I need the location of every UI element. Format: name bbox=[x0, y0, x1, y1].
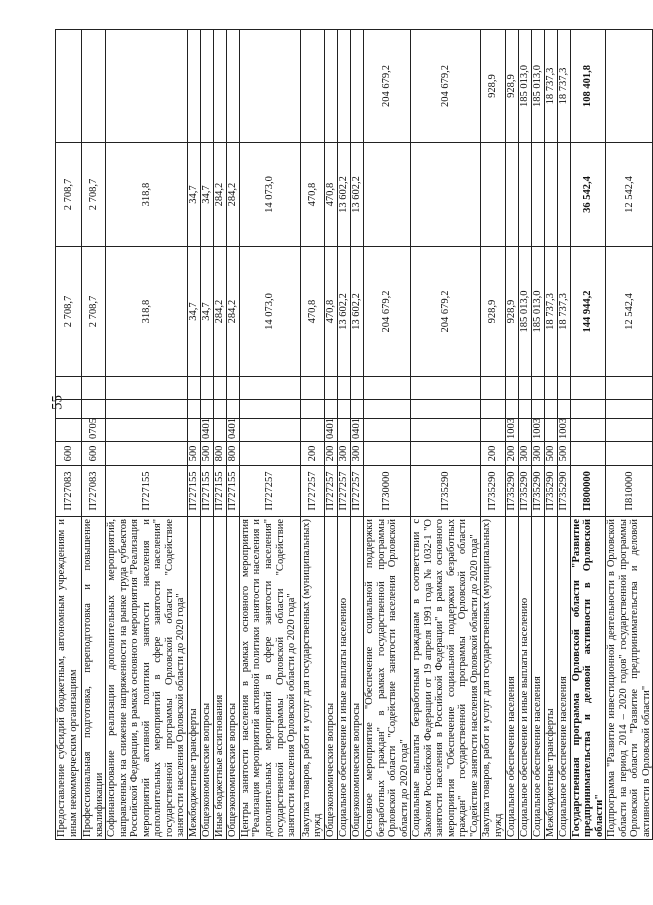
row-empty-cell bbox=[481, 400, 505, 419]
row-amount-regional bbox=[300, 30, 324, 143]
row-target-code: П735290 bbox=[557, 466, 570, 517]
row-amount-regional bbox=[187, 30, 200, 143]
row-amount-federal: 470,8 bbox=[300, 143, 324, 247]
row-empty-cell bbox=[411, 377, 481, 400]
row-section-code: 0401 bbox=[325, 419, 338, 442]
row-amount-federal bbox=[505, 143, 518, 247]
row-name: Социальное обеспечение и иные выплаты населению bbox=[518, 517, 531, 840]
row-empty-cell bbox=[364, 377, 411, 400]
row-empty-cell bbox=[351, 377, 364, 400]
row-expense-type: 500 bbox=[200, 442, 213, 466]
row-empty-cell bbox=[351, 400, 364, 419]
row-amount-federal: 13 602,2 bbox=[338, 143, 351, 247]
table-row bbox=[226, 30, 239, 840]
row-name: Основное мероприятие "Обеспечение социальной поддержки безработных граждан" в рамках государственной программы Орловской области "Содействие занятости населения Орловской области до 2020 года" bbox=[364, 517, 411, 840]
row-empty-cell bbox=[518, 377, 531, 400]
table-row bbox=[544, 30, 557, 840]
row-empty-cell bbox=[200, 400, 213, 419]
row-name: Предоставление субсидий бюджетным, автономным учреждениям и иным некоммерческим организациям bbox=[56, 517, 82, 840]
row-amount-total: 18 737,3 bbox=[557, 247, 570, 377]
row-name: Софинансирование реализации дополнительных мероприятий, направленных на снижение напряженности на рынке труда субъектов Российской Федерации, в рамках основного мероприятия "Реализация мероприятий активной политики занятости населения и дополнительных мероприятий в сфере занятости населения" государственной программы Орловской области "Содействие занятости населения Орловской области до 2020 года" bbox=[106, 517, 188, 840]
row-empty-cell bbox=[606, 377, 653, 400]
row-amount-total: 13 602,2 bbox=[351, 247, 364, 377]
table-row bbox=[570, 30, 606, 840]
row-amount-regional: 185 013,0 bbox=[531, 30, 544, 143]
row-empty-cell bbox=[106, 377, 188, 400]
row-target-code: П727155 bbox=[200, 466, 213, 517]
row-section-code bbox=[364, 419, 411, 442]
row-empty-cell bbox=[213, 377, 226, 400]
row-name: Межбюджетные трансферты bbox=[544, 517, 557, 840]
row-amount-federal bbox=[481, 143, 505, 247]
row-section-code: 0401 bbox=[200, 419, 213, 442]
row-amount-regional bbox=[200, 30, 213, 143]
row-empty-cell bbox=[544, 377, 557, 400]
row-empty-cell bbox=[531, 377, 544, 400]
row-amount-total: 928,9 bbox=[481, 247, 505, 377]
table-row bbox=[82, 30, 106, 840]
row-section-code bbox=[187, 419, 200, 442]
row-amount-regional: 928,9 bbox=[481, 30, 505, 143]
row-expense-type bbox=[106, 442, 188, 466]
row-amount-federal bbox=[557, 143, 570, 247]
row-amount-regional bbox=[226, 30, 239, 143]
table-row bbox=[518, 30, 531, 840]
row-amount-total: 18 737,3 bbox=[544, 247, 557, 377]
row-expense-type: 300 bbox=[518, 442, 531, 466]
table-row bbox=[106, 30, 188, 840]
table-row bbox=[411, 30, 481, 840]
row-empty-cell bbox=[518, 400, 531, 419]
row-empty-cell bbox=[570, 400, 606, 419]
row-section-code bbox=[300, 419, 324, 442]
row-target-code: П735290 bbox=[518, 466, 531, 517]
row-empty-cell bbox=[557, 400, 570, 419]
row-amount-regional: 108 401,8 bbox=[570, 30, 606, 143]
row-amount-federal: 318,8 bbox=[106, 143, 188, 247]
row-amount-federal: 2 708,7 bbox=[82, 143, 106, 247]
row-section-code bbox=[56, 419, 82, 442]
row-empty-cell bbox=[481, 377, 505, 400]
table-row bbox=[56, 30, 82, 840]
row-amount-total: 34,7 bbox=[187, 247, 200, 377]
row-name: Социальное обеспечение населения bbox=[557, 517, 570, 840]
row-amount-total: 470,8 bbox=[325, 247, 338, 377]
row-expense-type: 800 bbox=[213, 442, 226, 466]
row-target-code: П735290 bbox=[505, 466, 518, 517]
row-amount-federal: 2 708,7 bbox=[56, 143, 82, 247]
row-amount-federal bbox=[544, 143, 557, 247]
table-row bbox=[213, 30, 226, 840]
row-empty-cell bbox=[300, 400, 324, 419]
row-amount-regional: 928,9 bbox=[505, 30, 518, 143]
row-amount-regional bbox=[213, 30, 226, 143]
row-target-code: П735290 bbox=[544, 466, 557, 517]
row-empty-cell bbox=[187, 400, 200, 419]
row-expense-type: 200 bbox=[505, 442, 518, 466]
row-amount-regional bbox=[106, 30, 188, 143]
row-amount-total: 14 073,0 bbox=[239, 247, 300, 377]
row-amount-total: 318,8 bbox=[106, 247, 188, 377]
row-expense-type: 200 bbox=[325, 442, 338, 466]
row-name: Государственная программа Орловской области "Развитие предпринимательства и деловой активности в Орловской области" bbox=[570, 517, 606, 840]
row-target-code: П735290 bbox=[531, 466, 544, 517]
row-target-code: П727257 bbox=[239, 466, 300, 517]
row-empty-cell bbox=[239, 400, 300, 419]
row-target-code: П800000 bbox=[570, 466, 606, 517]
row-empty-cell bbox=[505, 400, 518, 419]
row-expense-type bbox=[364, 442, 411, 466]
row-expense-type bbox=[411, 442, 481, 466]
row-expense-type: 500 bbox=[544, 442, 557, 466]
row-amount-regional: 18 737,3 bbox=[557, 30, 570, 143]
row-section-code bbox=[481, 419, 505, 442]
row-empty-cell bbox=[544, 400, 557, 419]
row-name: Закупка товаров, работ и услуг для государственных (муниципальных) нужд bbox=[300, 517, 324, 840]
table-row bbox=[325, 30, 338, 840]
row-amount-regional: 204 679,2 bbox=[411, 30, 481, 143]
row-empty-cell bbox=[200, 377, 213, 400]
row-amount-federal: 34,7 bbox=[200, 143, 213, 247]
row-expense-type: 300 bbox=[338, 442, 351, 466]
table-row bbox=[364, 30, 411, 840]
row-amount-regional: 18 737,3 bbox=[544, 30, 557, 143]
row-amount-total: 144 944,2 bbox=[570, 247, 606, 377]
row-target-code: П735290 bbox=[481, 466, 505, 517]
row-amount-total: 12 542,4 bbox=[606, 247, 653, 377]
row-expense-type: 800 bbox=[226, 442, 239, 466]
row-name: Подпрограмма "Развитие инвестиционной деятельности в Орловской области на период 2014 – 2020 годов" государственной программы Орловской области "Развитие предпринимательства и деловой активности в Орловской области" bbox=[606, 517, 653, 840]
row-target-code: П727257 bbox=[300, 466, 324, 517]
row-expense-type: 300 bbox=[531, 442, 544, 466]
row-name: Центры занятости населения в рамках основного мероприятия "Реализация мероприятий активной политики занятости населения и дополнительных мероприятий в сфере занятости населения" государственной программы Орловской области "Содействие занятости населения Орловской области до 2020 года" bbox=[239, 517, 300, 840]
row-empty-cell bbox=[338, 400, 351, 419]
table-row bbox=[239, 30, 300, 840]
row-section-code bbox=[411, 419, 481, 442]
table-row bbox=[351, 30, 364, 840]
row-amount-federal bbox=[364, 143, 411, 247]
row-empty-cell bbox=[187, 377, 200, 400]
row-amount-total: 284,2 bbox=[213, 247, 226, 377]
row-name: Социальное обеспечение населения bbox=[505, 517, 518, 840]
table-row bbox=[300, 30, 324, 840]
row-name: Социальное обеспечение населения bbox=[531, 517, 544, 840]
row-amount-total: 470,8 bbox=[300, 247, 324, 377]
row-amount-regional bbox=[82, 30, 106, 143]
row-empty-cell bbox=[338, 377, 351, 400]
row-empty-cell bbox=[505, 377, 518, 400]
table-body bbox=[56, 30, 653, 840]
row-target-code: П727257 bbox=[325, 466, 338, 517]
budget-table bbox=[55, 29, 653, 840]
row-amount-federal: 470,8 bbox=[325, 143, 338, 247]
row-name: Общеэкономические вопросы bbox=[325, 517, 338, 840]
row-section-code: 0401 bbox=[226, 419, 239, 442]
row-empty-cell bbox=[56, 400, 82, 419]
row-target-code: П727083 bbox=[56, 466, 82, 517]
row-expense-type: 200 bbox=[300, 442, 324, 466]
row-target-code: П730000 bbox=[364, 466, 411, 517]
row-name: Иные бюджетные ассигнования bbox=[213, 517, 226, 840]
row-amount-federal: 12 542,4 bbox=[606, 143, 653, 247]
row-target-code: П735290 bbox=[411, 466, 481, 517]
row-target-code: П727083 bbox=[82, 466, 106, 517]
row-section-code: 0705 bbox=[82, 419, 106, 442]
row-empty-cell bbox=[106, 400, 188, 419]
page-number: 55 bbox=[49, 395, 66, 410]
row-empty-cell bbox=[226, 377, 239, 400]
row-target-code: П727257 bbox=[351, 466, 364, 517]
table-row bbox=[505, 30, 518, 840]
table-row bbox=[531, 30, 544, 840]
row-target-code: П810000 bbox=[606, 466, 653, 517]
row-section-code: 1003 bbox=[557, 419, 570, 442]
row-empty-cell bbox=[325, 400, 338, 419]
row-amount-regional: 185 013,0 bbox=[518, 30, 531, 143]
row-empty-cell bbox=[239, 377, 300, 400]
table-row bbox=[557, 30, 570, 840]
row-section-code bbox=[570, 419, 606, 442]
row-expense-type: 300 bbox=[351, 442, 364, 466]
row-section-code bbox=[338, 419, 351, 442]
row-amount-regional bbox=[325, 30, 338, 143]
row-name: Профессиональная подготовка, переподготовка и повышение квалификации bbox=[82, 517, 106, 840]
row-amount-regional: 204 679,2 bbox=[364, 30, 411, 143]
row-amount-federal: 36 542,4 bbox=[570, 143, 606, 247]
row-amount-total: 2 708,7 bbox=[56, 247, 82, 377]
row-section-code bbox=[518, 419, 531, 442]
row-amount-total: 284,2 bbox=[226, 247, 239, 377]
row-expense-type bbox=[239, 442, 300, 466]
table-row bbox=[338, 30, 351, 840]
row-empty-cell bbox=[226, 400, 239, 419]
row-empty-cell bbox=[56, 377, 82, 400]
row-empty-cell bbox=[213, 400, 226, 419]
row-empty-cell bbox=[364, 400, 411, 419]
row-target-code: П727155 bbox=[187, 466, 200, 517]
row-amount-federal: 34,7 bbox=[187, 143, 200, 247]
row-amount-regional bbox=[56, 30, 82, 143]
row-name: Социальные выплаты безработным гражданам в соответствии с Законом Российской Федерации от 19 апреля 1991 года № 1032-1 "О занятости населения в Российской Федерации" в рамках основного мероприятия "Обеспечение социальной поддержки безработных граждан" государственной программы Орловской области "Содействие занятости населения Орловской области до 2020 года" bbox=[411, 517, 481, 840]
row-amount-total: 2 708,7 bbox=[82, 247, 106, 377]
row-amount-federal: 284,2 bbox=[226, 143, 239, 247]
row-section-code: 0401 bbox=[351, 419, 364, 442]
row-section-code bbox=[239, 419, 300, 442]
row-amount-federal: 13 602,2 bbox=[351, 143, 364, 247]
row-empty-cell bbox=[82, 377, 106, 400]
row-name: Общеэкономические вопросы bbox=[200, 517, 213, 840]
row-empty-cell bbox=[606, 400, 653, 419]
row-amount-federal: 284,2 bbox=[213, 143, 226, 247]
row-target-code: П727257 bbox=[338, 466, 351, 517]
table-row bbox=[187, 30, 200, 840]
row-name: Межбюджетные трансферты bbox=[187, 517, 200, 840]
row-section-code: 1003 bbox=[505, 419, 518, 442]
row-section-code bbox=[606, 419, 653, 442]
row-name: Закупка товаров, работ и услуг для государственных (муниципальных) нужд bbox=[481, 517, 505, 840]
row-amount-regional bbox=[239, 30, 300, 143]
row-empty-cell bbox=[411, 400, 481, 419]
table-row bbox=[481, 30, 505, 840]
row-expense-type: 500 bbox=[557, 442, 570, 466]
row-amount-regional bbox=[606, 30, 653, 143]
row-target-code: П727155 bbox=[226, 466, 239, 517]
row-amount-total: 13 602,2 bbox=[338, 247, 351, 377]
row-empty-cell bbox=[300, 377, 324, 400]
row-name: Общеэкономические вопросы bbox=[351, 517, 364, 840]
rotated-sheet bbox=[55, 30, 652, 840]
row-empty-cell bbox=[325, 377, 338, 400]
row-amount-regional bbox=[338, 30, 351, 143]
row-amount-total: 204 679,2 bbox=[364, 247, 411, 377]
row-expense-type: 200 bbox=[481, 442, 505, 466]
row-amount-federal bbox=[531, 143, 544, 247]
table-row bbox=[200, 30, 213, 840]
row-amount-total: 928,9 bbox=[505, 247, 518, 377]
row-section-code bbox=[544, 419, 557, 442]
row-section-code: 1003 bbox=[531, 419, 544, 442]
table-row bbox=[606, 30, 653, 840]
row-amount-federal bbox=[518, 143, 531, 247]
row-expense-type bbox=[570, 442, 606, 466]
row-empty-cell bbox=[82, 400, 106, 419]
row-name: Социальное обеспечение и иные выплаты населению bbox=[338, 517, 351, 840]
row-amount-total: 185 013,0 bbox=[518, 247, 531, 377]
row-expense-type: 500 bbox=[187, 442, 200, 466]
row-empty-cell bbox=[570, 377, 606, 400]
row-section-code bbox=[106, 419, 188, 442]
row-target-code: П727155 bbox=[213, 466, 226, 517]
row-expense-type: 600 bbox=[56, 442, 82, 466]
row-amount-total: 204 679,2 bbox=[411, 247, 481, 377]
row-amount-federal: 14 073,0 bbox=[239, 143, 300, 247]
row-expense-type bbox=[606, 442, 653, 466]
row-amount-regional bbox=[351, 30, 364, 143]
row-empty-cell bbox=[531, 400, 544, 419]
row-amount-total: 185 013,0 bbox=[531, 247, 544, 377]
row-target-code: П727155 bbox=[106, 466, 188, 517]
row-amount-federal bbox=[411, 143, 481, 247]
row-empty-cell bbox=[557, 377, 570, 400]
row-amount-total: 34,7 bbox=[200, 247, 213, 377]
row-name: Общеэкономические вопросы bbox=[226, 517, 239, 840]
row-expense-type: 600 bbox=[82, 442, 106, 466]
row-section-code bbox=[213, 419, 226, 442]
